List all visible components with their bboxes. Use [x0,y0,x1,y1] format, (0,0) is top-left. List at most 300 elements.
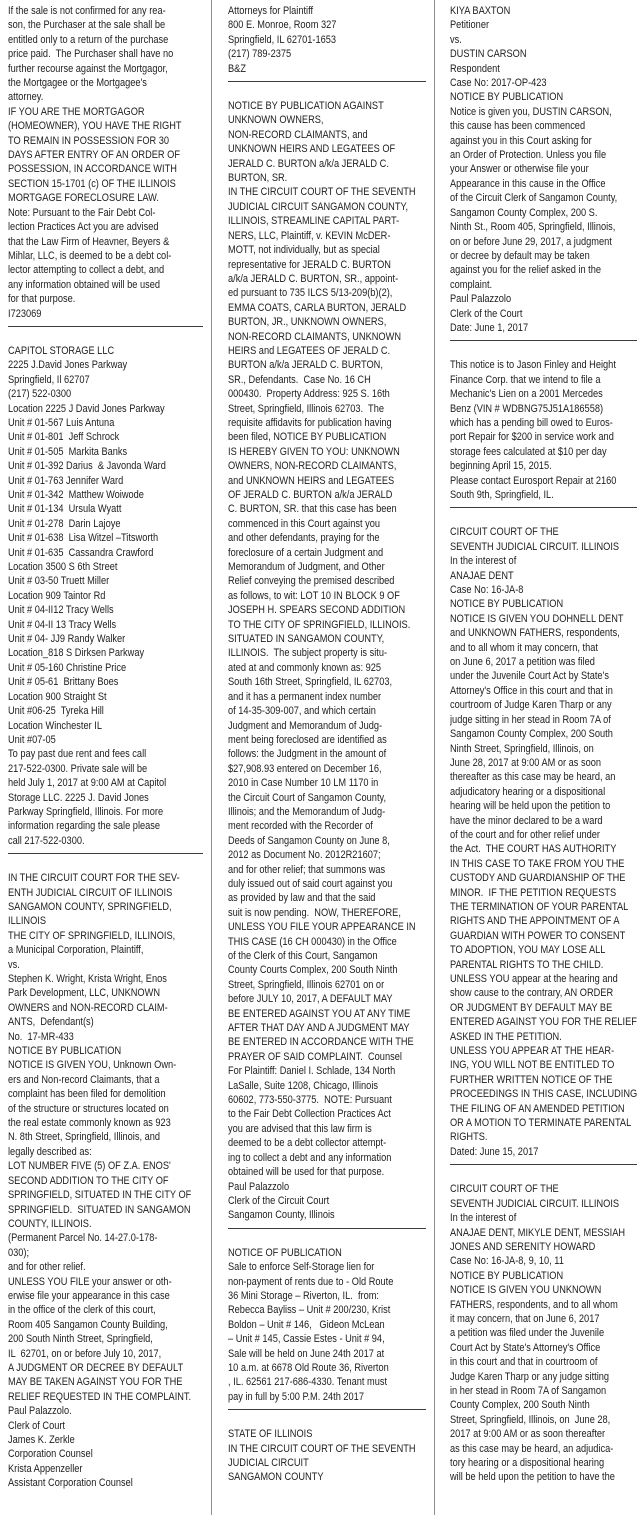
notice-line: Unit # 01-134 Ursula Wyatt [8,503,122,516]
notice-line: courtroom of Judge Karen Tharp or any [450,699,612,712]
legal-notice [450,1182,643,1485]
legal-notice [450,358,643,502]
notice-line: Notice is given you, DUSTIN CARSON, [450,105,612,118]
notice-line: ers and Non-record Claimants, that a [8,1073,160,1086]
notice-line: CAPITOL STORAGE LLC [8,344,115,357]
column-divider-rule-1 [211,0,212,1515]
notice-line: and to all whom it may concern, that [450,641,598,654]
notice-divider [228,81,426,82]
notice-line: Corporation Counsel [8,1448,93,1461]
notice-line: LaSalle, Suite 1208, Chicago, Illinois [228,1079,378,1092]
notice-line: ENTH JUDICIAL CIRCUIT OF ILLINOIS [8,886,173,899]
notice-line: 60602, 773-550-3775. NOTE: Pursuant [228,1094,392,1107]
notice-line: and UNKNOWN FATHERS, respondents, [450,627,620,640]
notice-line: South 9th, Springfield, IL. [450,489,554,501]
notice-line: Location 2225 J David Jones Parkway [8,402,165,415]
notice-line: JUDICIAL CIRCUIT SANGAMON COUNTY, [228,200,409,213]
notice-line: TO REMAIN IN POSSESSION FOR 30 [8,134,170,147]
notice-line: against you for the relief asked in the [450,264,602,277]
notice-line: C. BURTON, SR. that this case has been [228,503,397,516]
notice-line: Location 909 Taintor Rd [8,589,106,602]
notice-divider [450,1164,637,1165]
notice-line: June 28, 2017 at 9:00 AM or as soon [450,756,602,769]
notice-line: deemed to be a debt collector attempt- [228,1137,387,1150]
notice-line: 2017 at 9:00 AM or as soon thereafter [450,1428,606,1441]
notice-line: in her stead in Room 7A of Sangamon [450,1384,607,1397]
notice-line: ANAJAE DENT [450,569,514,582]
notice-line: No. 17-MR-433 [8,1030,74,1043]
notice-line: Unit # 01-278 Darin Lajoye [8,517,121,530]
notice-line: Sale to enforce Self-Storage lien for [228,1261,375,1274]
notice-line: Deeds of Sangamon County on June 8, [228,834,390,847]
notice-line: Unit # 04- JJ9 Randy Walker [8,633,126,646]
notice-line: Springfield, Il 62707 [8,373,90,386]
notice-line: Unit # 01-567 Luis Antuna [8,416,115,429]
notice-line: Krista Appenzeller [8,1462,83,1475]
notice-line: JUDICIAL CIRCUIT [228,1457,309,1469]
notice-line: Date: June 1, 2017 [450,321,529,334]
legal-notice [8,871,209,1490]
notice-line: 36 Mini Storage – Riverton, IL. from: [228,1289,379,1302]
notice-line: SANGAMON COUNTY, SPRINGFIELD, [8,900,172,913]
notice-line: Paul Palazzolo [228,1180,290,1193]
notice-line: before JULY 10, 2017, A DEFAULT MAY [228,993,393,1006]
notice-line: RIGHTS AND THE APPOINTMENT OF A [450,915,620,928]
legal-notice [450,4,643,335]
notice-line: erwise file your appearance in this case [8,1289,170,1302]
notice-line: UNKNOWN OWNERS, [228,114,324,127]
notice-line: call 217-522-0300. [8,834,85,847]
notice-line: GUARDIAN WITH POWER TO CONSENT [450,929,626,942]
notice-line: To pay past due rent and fees call [8,748,147,761]
notice-line: a/k/a JERALD C. BURTON, SR., appoint- [228,272,399,285]
notice-line: BURTON a/k/a JERALD C. BURTON, [228,359,383,372]
notice-line: the real estate commonly known as 923 [8,1117,171,1130]
notice-line: port Repair for $200 in service work and [450,431,614,444]
notice-line: ment being foreclosed are identified as [228,733,387,746]
notice-line: Court Act by State's Attorney's Office [450,1341,601,1354]
notice-line: Please contact Eurosport Repair at 2160 [450,474,617,487]
notice-line: BE ENTERED IN ACCORDANCE WITH THE [228,1036,414,1049]
notice-line: of the Circuit Clerk of Sangamon County, [450,192,618,205]
notice-line: NON-RECORD CLAIMANTS, UNKNOWN [228,330,402,343]
notice-line: UNLESS YOU APPEAR AT THE HEAR- [450,1045,615,1058]
notice-line: Mechanic's Lien on a 2001 Mercedes [450,388,603,401]
notice-line: Unit # 01-763 Jennifer Ward [8,474,124,487]
notice-line: judge sitting in her stead in Room 7A of [450,713,611,726]
notice-line: Street, Springfield, Illinois 62701 on or [228,978,385,991]
notice-line: Unit # 01-342 Matthew Woiwode [8,489,144,501]
notice-line: TO THE CITY OF SPRINGFIELD, ILLINOIS. [228,618,411,631]
notice-line: the Act. THE COURT HAS AUTHORITY [450,843,617,856]
notice-line: This notice is to Jason Finley and Height [450,359,616,372]
notice-line: Unit # 04-II 13 Tracy Wells [8,618,117,631]
notice-line: ILLINOIS. The subject property is situ- [228,647,388,660]
notice-line: AFTER THAT DAY AND A JUDGMENT MAY [228,1022,410,1035]
notice-line: IN THE CIRCUIT COURT OF THE SEVENTH [228,186,416,199]
notice-line: UNLESS YOU FILE YOUR APPEARANCE IN [228,921,416,934]
notice-line: Springfield, IL 62701-1653 [228,33,337,46]
notice-line: Respondent [450,62,500,75]
notice-line: in the office of the clerk of this court, [8,1304,156,1317]
notice-line: in this court and that in courtroom of [450,1356,598,1369]
notice-line: requisite affidavits for publication having [228,416,392,429]
notice-line: Ninth Street, Springfield, Illinois, on [450,742,594,755]
notice-line: MAY BE TAKEN AGAINST YOU FOR THE [8,1376,183,1389]
notice-line: NOTICE BY PUBLICATION [450,598,564,611]
notice-line: Attorneys for Plaintiff [228,5,314,17]
notice-line: THE FILING OF AN AMENDED PETITION [450,1102,625,1115]
notice-line: JONES AND SERENITY HOWARD [450,1240,596,1253]
notice-line: storage fees calculated at $10 per day [450,445,607,458]
notice-line: SPRINGFIELD, SITUATED IN THE CITY OF [8,1189,192,1202]
notice-line: obtained will be used for that purpose. [228,1166,385,1179]
notice-line: POSSESSION, IN ACCORDANCE WITH [8,163,177,176]
notice-line: vs. [8,958,20,971]
notice-line: show cause to the contrary, AN ORDER [450,987,614,1000]
notice-line: RIGHTS. [450,1131,488,1144]
notice-line: , IL. 62561 217-686-4330. Tenant must [228,1376,388,1389]
notice-line: adjudicatory hearing or a dispositional [450,785,606,798]
notice-line: Illinois; and the Memorandum of Judg- [228,805,386,818]
notice-line: ILLINOIS, STREAMLINE CAPITAL PART- [228,215,400,228]
notice-line: 2010 in Case Number 10 LM 1170 in [228,777,379,790]
notice-line: NOTICE IS GIVEN YOU UNKNOWN [450,1284,602,1297]
notice-line: (217) 522-0300 [8,388,72,401]
notice-line: OR JUDGMENT BY DEFAULT MAY BE [450,1001,613,1014]
notice-line: Benz (VIN # WDBNG75J51A186558) [450,402,604,415]
legal-notice [228,4,432,76]
notice-line: BURTON, SR. [228,172,288,185]
notice-line: non-payment of rents due to - Old Route [228,1275,394,1288]
notice-line: TO ADOPTION, YOU MAY LOSE ALL [450,944,606,957]
notice-line: or decree by default may be taken [450,249,590,262]
notice-line: EMMA COATS, CARLA BURTON, JERALD [228,301,407,314]
notice-line: Case No: 2017-OP-423 [450,77,547,90]
notice-line: NERS, LLC, Plaintiff, v. KEVIN McDER- [228,229,391,242]
notice-divider [450,340,637,341]
notice-line: Boldon – Unit # 146, Gideon McLean [228,1318,385,1331]
notice-line: NON-RECORD CLAIMANTS, and [228,128,368,141]
notice-line: entitled only to a return of the purchase [8,33,169,46]
notice-line: PROCEEDINGS IN THIS CASE, INCLUDING [450,1088,638,1101]
notice-line: THIS CASE (16 CH 000430) in the Office [228,935,397,948]
notice-line: Unit #06-25 Tyreka Hill [8,705,104,718]
notice-line: it may concern, that on June 6, 2017 [450,1312,600,1325]
notice-line: ING, YOU WILL NOT BE ENTITLED TO [450,1059,615,1072]
notice-line: Attorney's Office in this court and that in [450,684,613,697]
notice-line: son, the Purchaser at the sale shall be [8,19,166,32]
notice-line: Location_818 S Dirksen Parkway [8,647,145,660]
notice-line: A JUDGMENT OR DECREE BY DEFAULT [8,1361,184,1374]
notice-line: IL 62701, on or before July 10, 2017, [8,1347,162,1360]
notice-line: complaint has been filed for demolition [8,1088,166,1101]
notice-line: suit is now pending. NOW, THEREFORE, [228,906,401,919]
notice-line: that the Law Firm of Heavner, Beyers & [8,235,170,248]
notice-line: Unit # 01-801 Jeff Schrock [8,431,120,444]
notice-line: under the Juvenile Court Act by State's [450,670,609,683]
notice-line: CIRCUIT COURT OF THE [450,1183,559,1196]
notice-line: further recourse against the Mortgagor, [8,62,168,75]
notice-line: Unit # 05-160 Christine Price [8,661,127,674]
notice-line: ASKED IN THE PETITION. [450,1030,562,1043]
notice-line: OWNERS, NON-RECORD CLAIMANTS, [228,460,397,473]
notice-line: lector attempting to collect a debt, and [8,264,165,277]
notice-line: Unit # 01-638 Lisa Witzel –Titsworth [8,532,159,545]
notice-line: In the interest of [450,555,517,568]
notice-line: ated at and commonly known as: 925 [228,661,382,674]
notice-line: Clerk of the Court [450,307,523,320]
notice-line: BURTON, JR., UNKNOWN OWNERS, [228,316,387,329]
notice-line: NOTICE IS GIVEN YOU DOHNELL DENT [450,612,624,625]
notice-line: the Circuit Court of Sangamon County, [228,791,387,804]
notice-line: and for other relief; that summons was [228,863,386,876]
notice-line: N. 8th Street, Springfield, Illinois, and [8,1131,161,1144]
notice-line: THE TERMINATION OF YOUR PARENTAL [450,900,629,913]
notice-line: Petitioner [450,19,490,32]
notice-line: to the Fair Debt Collection Practices Act [228,1108,391,1121]
notice-line: Unit # 01-635 Cassandra Crawford [8,546,154,559]
notice-line: BE ENTERED AGAINST YOU AT ANY TIME [228,1007,411,1020]
notice-line: FATHERS, respondents, and to all whom [450,1298,618,1311]
notice-line: a Municipal Corporation, Plaintiff, [8,944,144,957]
notice-line: 10 a.m. at 6678 Old Route 36, Riverton [228,1361,389,1374]
notice-line: MOTT, not individually, but as special [228,244,380,257]
notice-line: In the interest of [450,1212,517,1225]
notice-line: attorney. [8,91,44,104]
notice-line: 800 E. Monroe, Room 327 [228,19,337,32]
notice-line: Park Development, LLC, UNKNOWN [8,987,161,1000]
notice-line: information regarding the sale please [8,820,161,833]
notice-line: IF YOU ARE THE MORTGAGOR [8,105,145,118]
notice-line: of the court and for other relief under [450,828,600,841]
notice-line: JERALD C. BURTON a/k/a JERALD C. [228,157,389,170]
notice-line: which has a pending bill owed to Euros- [450,416,613,429]
notice-line: Sangamon County, Illinois [228,1209,335,1222]
notice-line: 200 South Ninth Street, Springfield, [8,1333,153,1346]
notice-line: Street, Springfield, Illinois, on June 28, [450,1413,611,1426]
notice-line: ILLINOIS [8,915,47,928]
notice-line: pay in full by 5:00 P.M. 24th 2017 [228,1390,364,1403]
notice-line: SR., Defendants. Case No. 16 CH [228,373,371,386]
notice-line: of the Clerk of this Court, Sangamon [228,950,378,962]
notice-line: will be held upon the petition to have the [450,1471,615,1484]
notice-line: Room 405 Sangamon County Building, [8,1318,168,1331]
notice-line: UNLESS YOU appear at the hearing and [450,973,618,985]
notice-line: beginning April 15, 2015. [450,460,552,473]
notice-line: and UNKNOWN HEIRS and LEGATEES [228,474,395,487]
notice-line: tory hearing or a dispositional hearing [450,1457,605,1469]
notice-line: and it has a permanent index number [228,690,382,703]
notice-line: a petition was filed under the Juvenile [450,1327,605,1340]
notice-line: foreclosure of a certain Judgment and [228,546,384,559]
notice-line: CUSTODY AND GUARDIANSHIP OF THE [450,872,626,885]
notice-line: Sangamon County Complex, 200 South [450,728,613,741]
notice-line: held July 1, 2017 at 9:00 AM at Capitol [8,777,167,790]
notice-line: as follows, to wit: LOT 10 IN BLOCK 9 OF [228,589,400,602]
notice-divider [450,507,637,508]
notice-line: Location 3500 S 6th Street [8,561,118,574]
notice-line: KIYA BAXTON [450,5,511,17]
notice-line: IN THE CIRCUIT COURT FOR THE SEV- [8,872,180,885]
legal-notice [228,99,432,1223]
notice-line: Parkway Springfield, Illinois. For more [8,805,164,818]
notice-line: Assistant Corporation Counsel [8,1477,133,1490]
notice-line: (217) 789-2375 [228,48,292,61]
notice-line: Note: Pursuant to the Fair Debt Col- [8,206,156,219]
notice-line: duly issued out of said court against you [228,877,393,890]
notice-line: ENTERED AGAINST YOU FOR THE RELIEF [450,1016,637,1029]
notice-line: DAYS AFTER ENTRY OF AN ORDER OF [8,149,181,162]
notice-line: IS HEREBY GIVEN TO YOU: UNKNOWN [228,445,400,458]
notice-line: the Mortgagee or the Mortgagee's [8,77,147,90]
notice-line: Dated: June 15, 2017 [450,1145,539,1158]
notice-line: legally described as: [8,1145,92,1158]
notice-line: lection Practices Act you are advised [8,221,159,234]
notice-line: (HOMEOWNER), YOU HAVE THE RIGHT [8,120,182,133]
notice-line: SPRINGFIELD. SITUATED IN SANGAMON [8,1203,191,1216]
notice-line: MORTGAGE FORECLOSURE LAW. [8,192,159,205]
legal-notice [8,4,209,321]
notice-line: Stephen K. Wright, Krista Wright, Enos [8,973,167,985]
notice-line: ed pursuant to 735 ILCS 5/13-209(b)(2), [228,287,393,300]
notice-line: (Permanent Parcel No. 14-27.0-178- [8,1232,158,1245]
notice-line: on June 6, 2017 a petition was filed [450,656,595,669]
legal-notice [228,1427,432,1485]
legal-notice [228,1246,432,1404]
notice-line: NOTICE BY PUBLICATION AGAINST [228,100,384,113]
column-divider-rule-2 [434,0,435,1515]
notice-line: Unit # 05-61 Brittany Boes [8,676,119,689]
notice-line: OWNERS and NON-RECORD CLAIM- [8,1001,168,1014]
notice-line: and for other relief. [8,1261,86,1274]
notice-line: 217-522-0300. Private sale will be [8,762,148,775]
notice-line: any information obtained will be used [8,278,161,291]
notice-line: Judge Karen Tharp or any judge sitting [450,1370,610,1383]
notice-line: STATE OF ILLINOIS [228,1428,313,1441]
notice-divider [228,1228,426,1229]
notice-line: of the structure or structures located on [8,1102,169,1115]
notice-line: Relief conveying the premised described [228,575,395,588]
notice-line: Storage LLC. 2225 J. David Jones [8,791,149,804]
notice-line: Unit # 03-50 Truett Miller [8,575,110,588]
notice-line: IN THE CIRCUIT COURT OF THE SEVENTH [228,1442,416,1455]
notice-line: Case No: 16-JA-8 [450,584,524,597]
notice-line: ment recorded with the Recorder of [228,820,373,833]
notice-line: NOTICE IS GIVEN YOU, Unknown Own- [8,1059,177,1072]
notice-line: Case No: 16-JA-8, 9, 10, 11 [450,1255,564,1268]
notice-line: UNKNOWN HEIRS AND LEGATEES OF [228,143,396,156]
notice-line: Paul Palazzolo. [8,1405,72,1418]
notice-line: Paul Palazzolo [450,293,512,306]
notice-line: IN THIS CASE TO TAKE FROM YOU THE [450,857,625,870]
notice-line: an Order of Protection. Unless you file [450,149,607,162]
notice-line: representative for JERALD C. BURTON [228,258,391,271]
notice-line: Mihlar, LLC, is deemed to be a debt col- [8,249,172,262]
notice-line: UNLESS YOU FILE your answer or oth- [8,1275,172,1288]
legal-notice [8,344,209,848]
notice-line: – Unit # 145, Cassie Estes - Unit # 94, [228,1333,385,1346]
notice-line: COUNTY, ILLINOIS. [8,1217,92,1230]
notice-line: and other defendants, praying for the [228,532,380,545]
notice-line: South 16th Street, Springfield, IL 62703, [228,676,393,689]
notice-line: I723069 [8,307,42,320]
notice-line: Judgment and Memorandum of Judg- [228,719,383,732]
notice-line: 000430. Property Address: 925 S. 16th [228,388,390,401]
notice-line: SECOND ADDITION TO THE CITY OF [8,1174,169,1187]
notice-line: as provided by law and that the said [228,892,376,905]
notice-line: PARENTAL RIGHTS TO THE CHILD. [450,958,604,971]
notice-line: ing to collect a debt and any information [228,1151,392,1164]
notice-line: NOTICE BY PUBLICATION [450,1269,564,1282]
notice-line: follows: the Judgment in the amount of [228,748,387,761]
notice-line: NOTICE BY PUBLICATION [8,1045,122,1058]
notice-line: price paid. The Purchaser shall have no [8,48,174,61]
notice-line: as this case may be heard, an adjudica- [450,1442,614,1455]
notice-line: ANAJAE DENT, MIKYLE DENT, MESSIAH [450,1226,626,1239]
notice-line: RELIEF REQUESTED IN THE COMPLAINT. [8,1390,192,1403]
notice-line: been filed, NOTICE BY PUBLICATION [228,431,387,444]
notice-line: 2225 J.David Jones Parkway [8,359,128,372]
notice-line: have the minor declared to be a ward [450,814,603,827]
notice-divider [228,1409,426,1410]
notices-column-3 [450,4,643,1515]
notice-line: for that purpose. [8,293,76,306]
notice-line: SITUATED IN SANGAMON COUNTY, [228,633,385,646]
notice-line: Ninth St., Room 405, Springfield, Illinois, [450,221,616,234]
notice-line: Finance Corp. that we intend to file a [450,373,601,386]
notice-line: Unit # 01-392 Darius & Javonda Ward [8,460,166,473]
notice-line: FURTHER WRITTEN NOTICE OF THE [450,1073,613,1086]
notice-line: Clerk of the Circuit Court [228,1194,330,1207]
notice-line: SEVENTH JUDICIAL CIRCUIT. ILLINOIS [450,1197,620,1210]
notice-line: JOSEPH H. SPEARS SECOND ADDITION [228,604,406,617]
notice-line: your Answer or otherwise file your [450,163,589,176]
notice-line: of 14-35-309-007, and which certain [228,705,376,718]
notice-line: Location 900 Straight St [8,690,107,703]
notice-line: OR A MOTION TO TERMINATE PARENTAL [450,1117,632,1130]
notice-line: Rebecca Bayliss – Unit # 200/230, Krist [228,1304,391,1317]
notice-line: Location Winchester IL [8,719,102,732]
notice-line: ANTS, Defendant(s) [8,1016,94,1029]
notice-line: B&Z [228,62,246,75]
notice-line: OF JERALD C. BURTON a/k/a JERALD [228,489,393,501]
notice-line: If the sale is not confirmed for any rea- [8,5,166,17]
notice-line: CIRCUIT COURT OF THE [450,526,559,539]
notice-line: Street, Springfield, Illinois 62703. The [228,402,384,415]
notice-divider [8,853,203,854]
notice-line: For Plaintiff: Daniel I. Schlade, 134 North [228,1065,396,1078]
notices-column-2 [228,4,432,1515]
notice-line: $27,908.93 entered on December 16, [228,762,382,775]
notice-line: commenced in this Court against you [228,517,381,530]
notice-line: 030); [8,1246,30,1259]
notice-line: Sangamon County Complex, 200 S. [450,206,598,219]
notice-line: Sale will be held on June 24th 2017 at [228,1347,385,1360]
notice-line: LOT NUMBER FIVE (5) OF Z.A. ENOS' [8,1160,171,1173]
notice-line: Unit # 01-505 Markita Banks [8,445,128,458]
notice-line: SEVENTH JUDICIAL CIRCUIT. ILLINOIS [450,540,620,553]
notice-line: SECTION 15-1701 (c) OF THE ILLINOIS [8,177,176,190]
notice-line: thereafter as this case may be heard, an [450,771,616,784]
notice-line: Memorandum of Judgment, and Other [228,561,385,574]
notice-line: Unit # 04-II12 Tracy Wells [8,604,114,617]
notice-line: County Courts Complex, 200 South Ninth [228,964,398,977]
notice-divider [8,326,203,327]
notice-line: County Complex, 200 South Ninth [450,1399,590,1412]
notice-line: this cause has been commenced [450,120,586,133]
notice-line: NOTICE BY PUBLICATION [450,91,564,104]
